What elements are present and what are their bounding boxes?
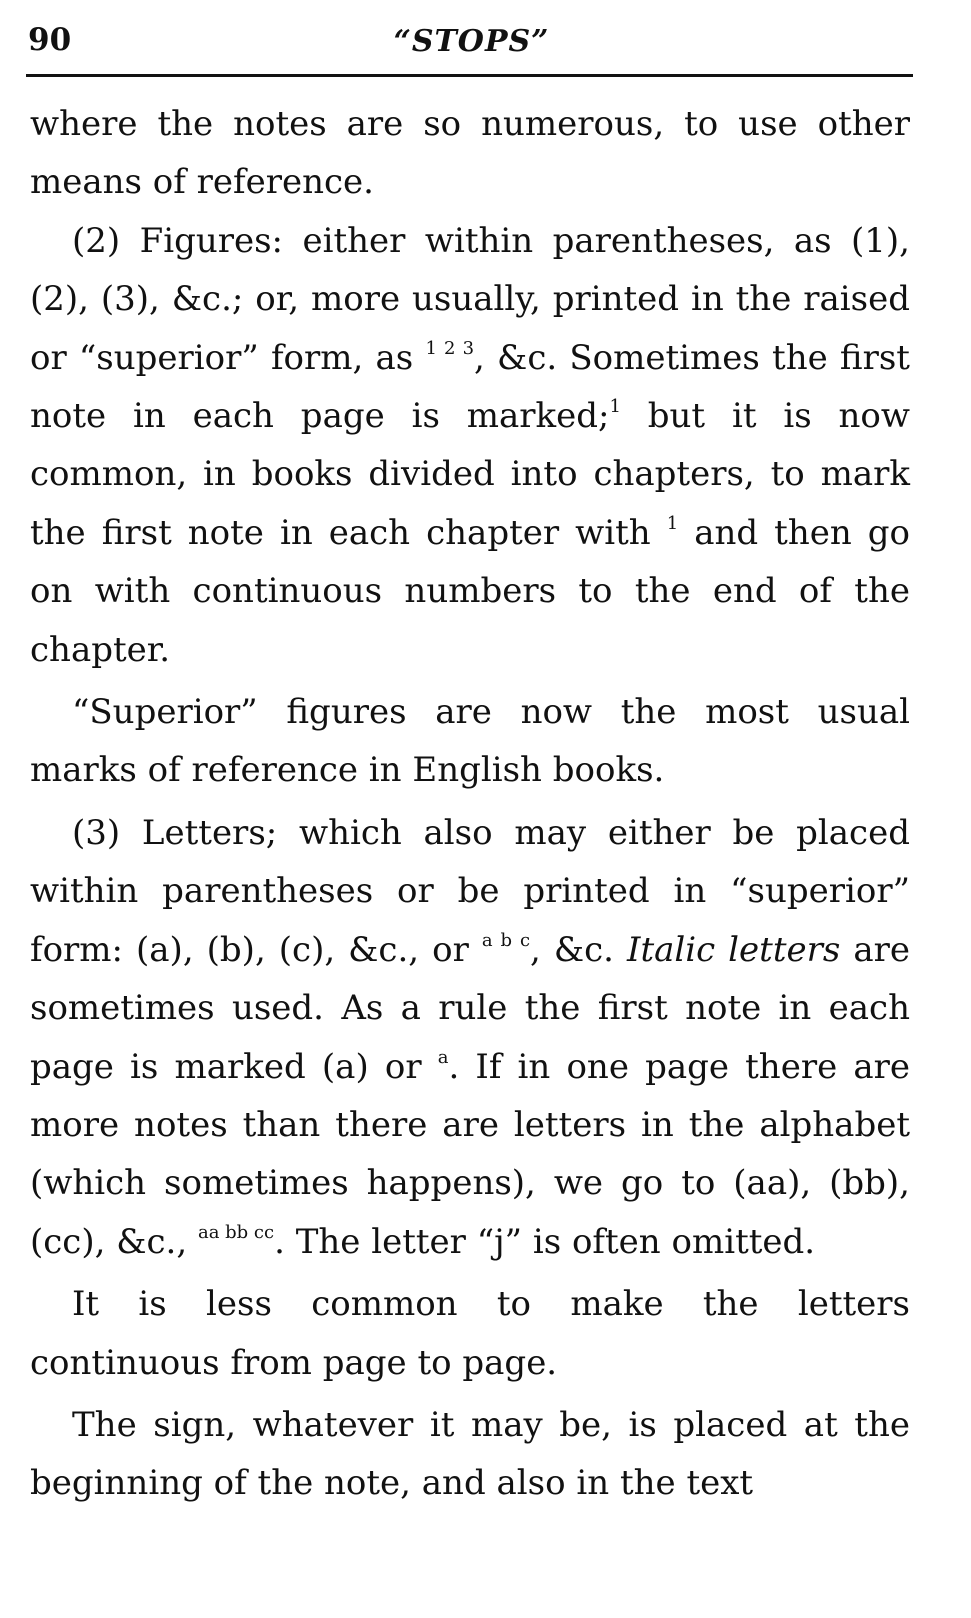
superior-figure-chapter: 1 <box>666 512 679 534</box>
paragraph-letters-text-c: are sometimes used. As a rule the first note in each page is marked (a) or <box>30 929 911 1087</box>
page-body <box>30 95 910 1513</box>
paragraph-figures-text-c: but it is now common, in books divided into chapters, to mark the first note in each chapter with <box>30 396 910 553</box>
paragraph-less-common: It is less common to make the letters continuous from page to page. <box>30 1284 910 1383</box>
superior-figure-one: 1 <box>609 396 621 418</box>
header-rule <box>26 74 913 77</box>
paragraph-continuation: where the notes are so numerous, to use other means of reference. <box>30 104 910 203</box>
superior-double-letters: aa bb cc <box>197 1221 275 1243</box>
superior-letters-example: a b c <box>481 929 531 951</box>
paragraph-figures-text-a: (2) Figures: either within parentheses, as (1), (2), (3), &c.; or, more usually, printed in the raised or “superior” form, as <box>30 220 910 378</box>
paragraph-letters-text-b: , &c. <box>530 929 628 970</box>
italic-letters-text: Italic letters <box>627 929 841 970</box>
paragraph-superior-figures: “Superior” figures are now the most usual marks of reference in English books. <box>30 692 910 791</box>
running-title: “STOPS” <box>393 24 550 59</box>
page-number: 90 <box>28 22 72 58</box>
superior-figures-example: 1 2 3 <box>425 337 475 359</box>
paragraph-letters-text-e: . The letter “j” is often omitted. <box>274 1221 816 1262</box>
paragraph-sign: The sign, whatever it may be, is placed at the beginning of the note, and also in the text <box>30 1404 910 1504</box>
paragraph-figures-text-b: , &c. Sometimes the first note in each page is marked; <box>30 337 910 437</box>
paragraph-figures-text-d: and then go on with continuous numbers to the end of the chapter. <box>30 512 910 670</box>
paragraph-letters <box>30 804 910 1271</box>
page-header <box>28 14 915 76</box>
paragraph-figures <box>30 212 910 679</box>
paragraph-letters-text-d: . If in one page there are more notes than there are letters in the alphabet (which sometimes happens), we go to (aa), (bb), (cc), &c., <box>30 1046 910 1262</box>
superior-letter-a: a <box>437 1046 449 1068</box>
paragraph-letters-text-a: (3) Letters; which also may either be placed within parentheses or be printed in “superior” form: (a), (b), (c), &c., or <box>30 812 910 970</box>
